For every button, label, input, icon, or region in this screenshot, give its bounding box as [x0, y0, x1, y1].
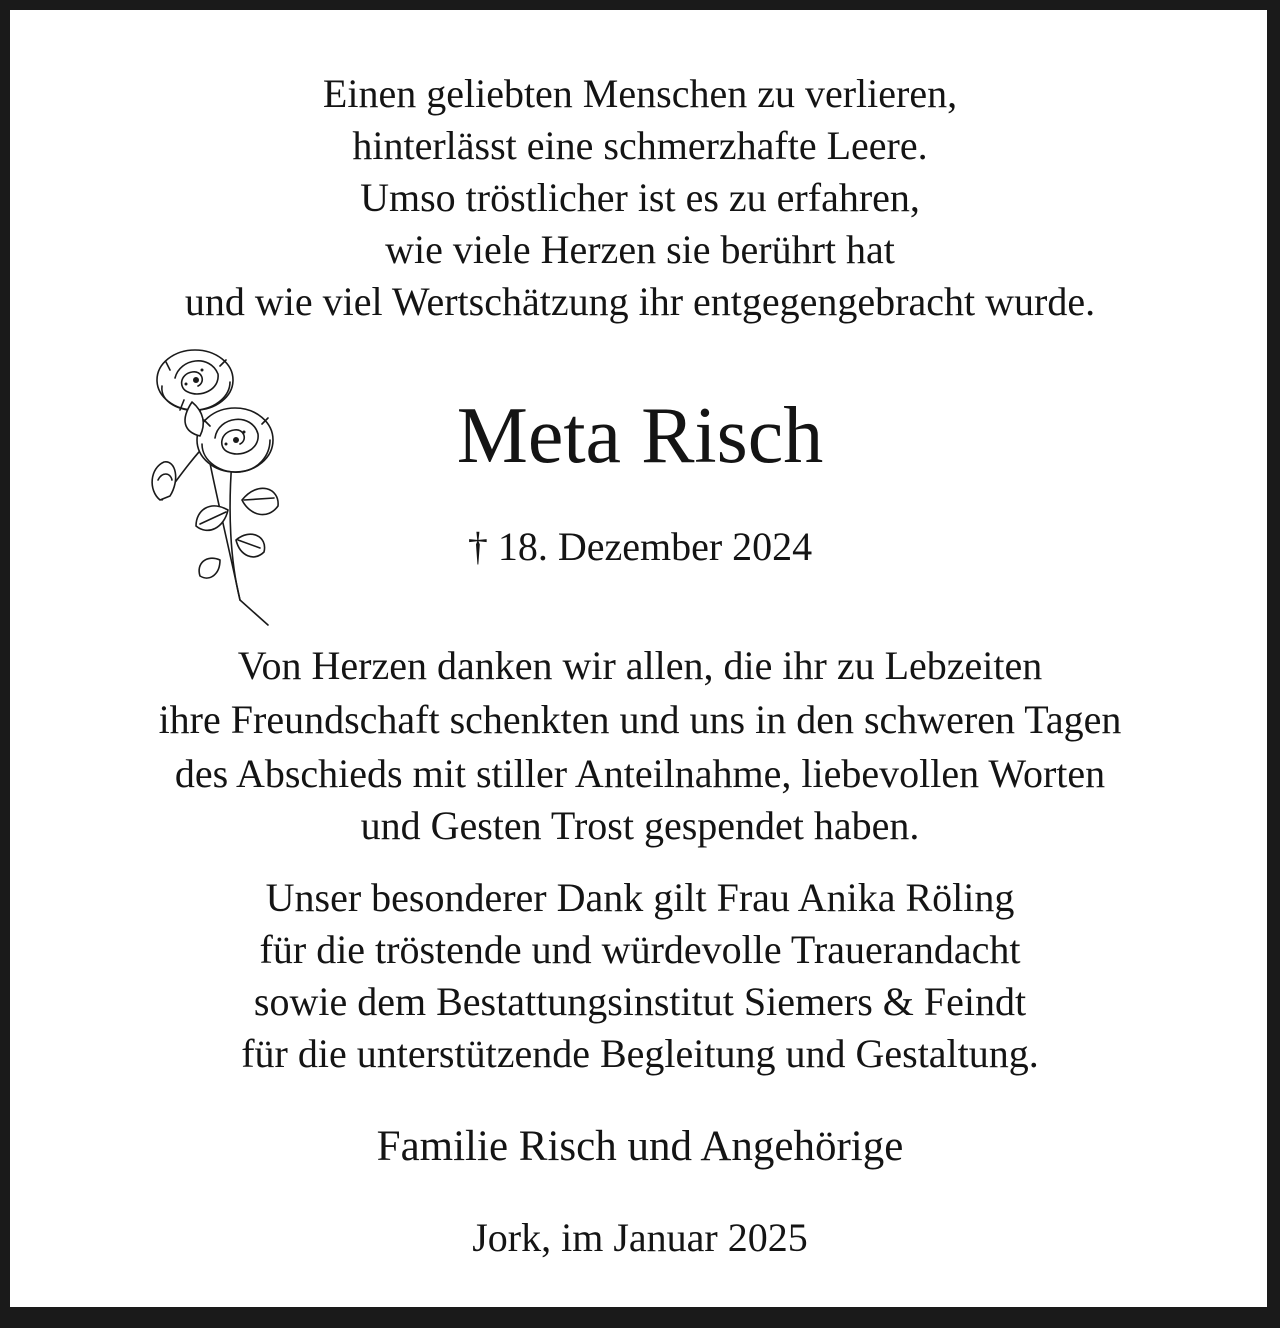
special-thanks-line: sowie dem Bestattungsinstitut Siemers & Feindt: [253, 979, 1027, 1024]
deceased-name: Meta Risch: [456, 392, 824, 480]
poem-line: wie viele Herzen sie berührt hat: [385, 227, 895, 272]
special-thanks-line: Unser besonderer Dank gilt Frau Anika Röling: [265, 875, 1015, 920]
special-thanks-line: für die unterstützende Begleitung und Gestaltung.: [241, 1031, 1039, 1076]
poem-line: hinterlässt eine schmerzhafte Leere.: [352, 123, 928, 168]
thanks-line: ihre Freundschaft schenkten und uns in den schweren Tagen: [158, 697, 1122, 742]
thanks-line: und Gesten Trost gespendet haben.: [360, 803, 920, 848]
rose-illustration-icon: [140, 340, 285, 630]
poem-line: Einen geliebten Menschen zu verlieren,: [322, 71, 958, 116]
thanks-line: des Abschieds mit stiller Anteilnahme, liebevollen Worten: [174, 751, 1106, 796]
poem-line: und wie viel Wertschätzung ihr entgegengebracht wurde.: [184, 279, 1096, 324]
poem-line: Umso tröstlicher ist es zu erfahren,: [360, 175, 920, 220]
thanks-line: Von Herzen danken wir allen, die ihr zu Lebzeiten: [237, 643, 1043, 688]
special-thanks-line: für die tröstende und würdevolle Trauerandacht: [259, 927, 1021, 972]
death-date: † 18. Dezember 2024: [467, 524, 813, 569]
family-signature: Familie Risch und Angehörige: [376, 1123, 904, 1170]
place-date: Jork, im Januar 2025: [472, 1215, 808, 1260]
